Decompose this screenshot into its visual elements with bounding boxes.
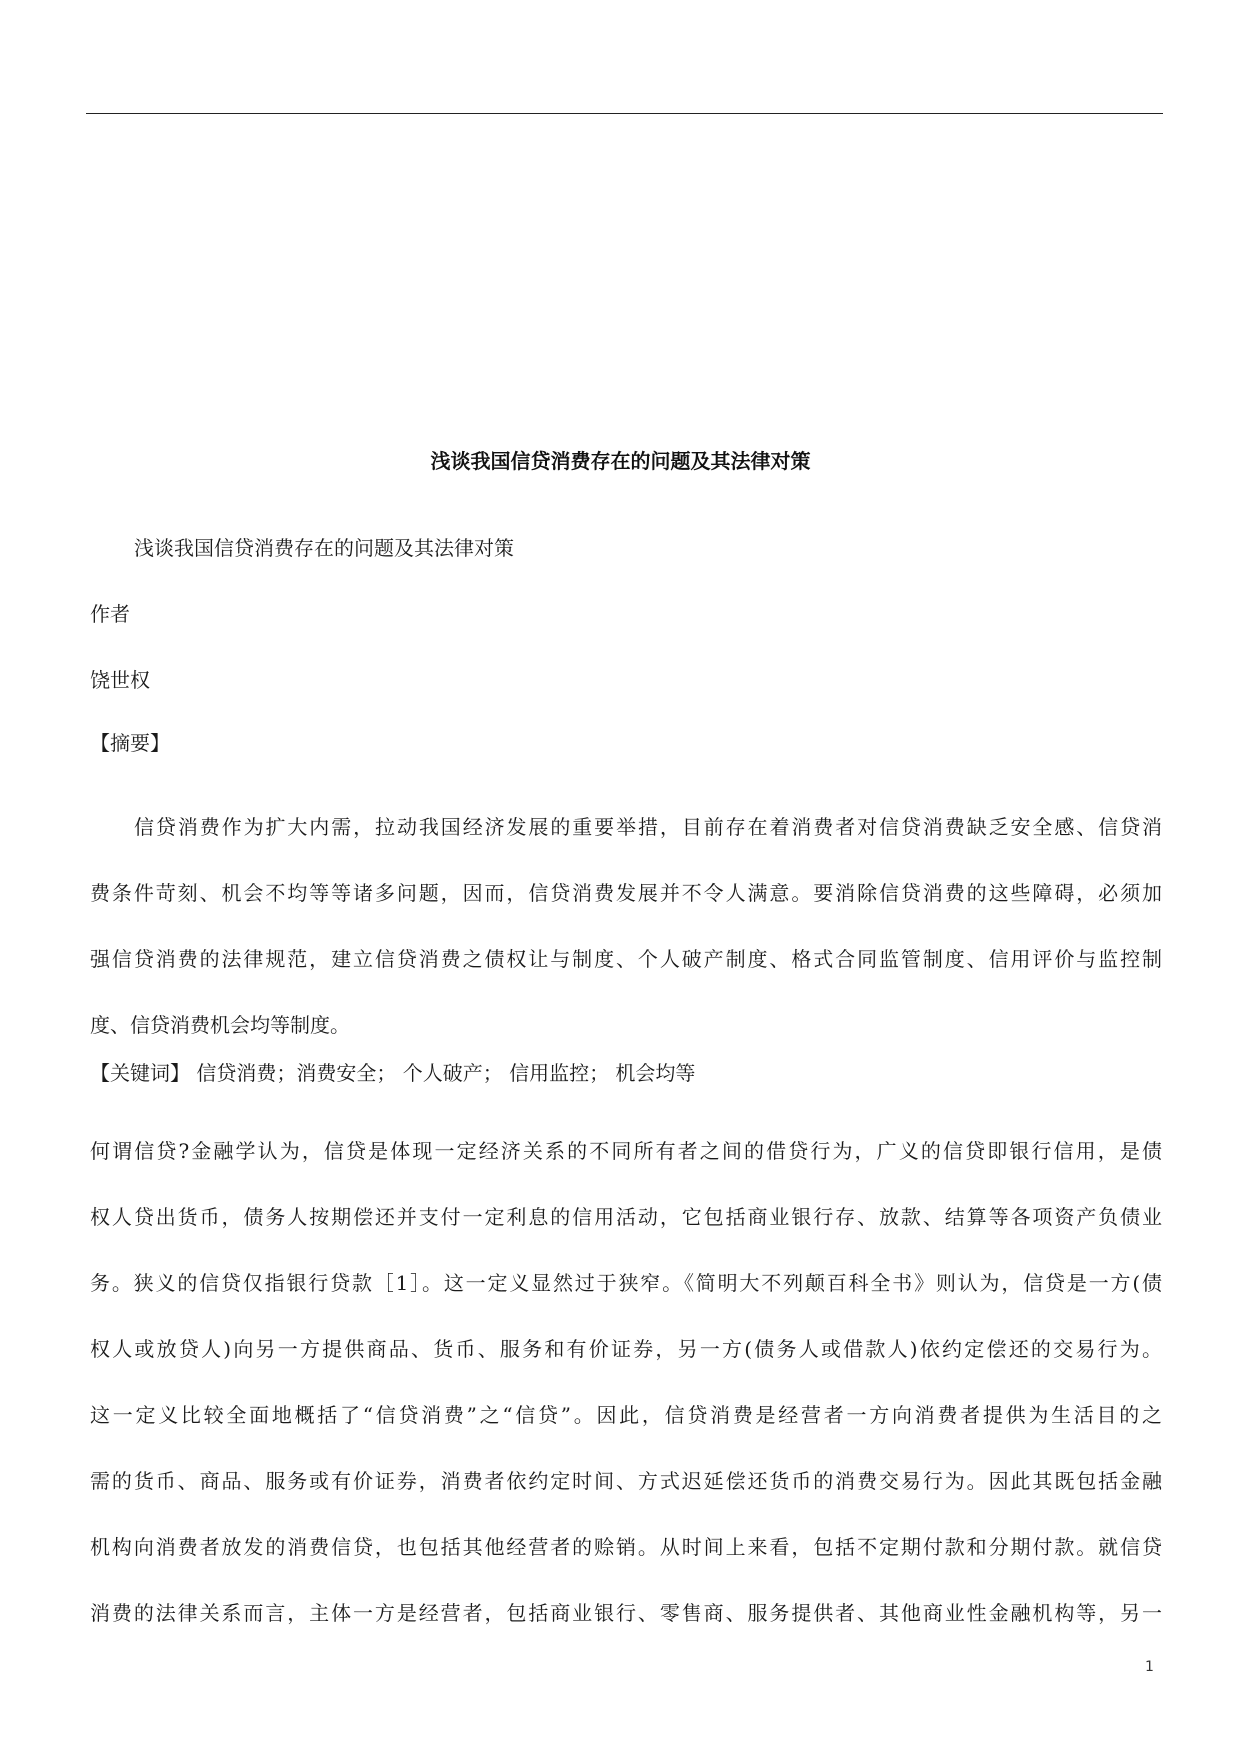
- subtitle-line: 浅谈我国信贷消费存在的问题及其法律对策: [134, 536, 514, 560]
- body-line: 务。狭义的信贷仅指银行贷款［1］。这一定义显然过于狭窄。《简明大不列颠百科全书》则认为，信贷是一方(债: [90, 1271, 1162, 1295]
- abstract-line: 度、信贷消费机会均等制度。: [90, 1013, 350, 1037]
- author-name-text: 饶世权: [90, 668, 150, 692]
- abstract-line: 费条件苛刻、机会不均等等诸多问题，因而，信贷消费发展并不令人满意。要消除信贷消费的这些障碍，必须加: [90, 881, 1162, 905]
- abstract-paragraph: [90, 794, 1162, 1058]
- author-name: [90, 666, 1162, 694]
- body-line: 消费的法律关系而言，主体一方是经营者，包括商业银行、零售商、服务提供者、其他商业性金融机构等，另一: [90, 1601, 1162, 1625]
- abstract-label-text: 【摘要】: [90, 731, 170, 755]
- body-line: 需的货币、商品、服务或有价证券，消费者依约定时间、方式迟延偿还货币的消费交易行为。因此其既包括金融: [90, 1469, 1162, 1493]
- abstract-line: 信贷消费作为扩大内需，拉动我国经济发展的重要举措，目前存在着消费者对信贷消费缺乏安全感、信贷消: [134, 815, 1162, 839]
- document-title: 浅谈我国信贷消费存在的问题及其法律对策: [430, 449, 811, 473]
- keywords: [90, 1059, 1162, 1087]
- author-label: [90, 600, 1162, 628]
- header-rule: [86, 113, 1163, 114]
- document-subtitle: [90, 534, 1162, 562]
- body-paragraph: [90, 1118, 1162, 1646]
- body-line: 这一定义比较全面地概括了“信贷消费”之“信贷”。因此，信贷消费是经营者一方向消费者提供为生活目的之: [90, 1403, 1162, 1427]
- body-line: 权人或放贷人)向另一方提供商品、货币、服务和有价证券，另一方(债务人或借款人)依约定偿还的交易行为。: [90, 1337, 1162, 1361]
- abstract-heading: [90, 729, 1162, 757]
- page-number: 1: [1145, 1659, 1154, 1675]
- body-line: 机构向消费者放发的消费信贷，也包括其他经营者的赊销。从时间上来看，包括不定期付款和分期付款。就信贷: [90, 1535, 1162, 1559]
- author-label-text: 作者: [90, 602, 130, 626]
- body-line: 权人贷出货币，债务人按期偿还并支付一定利息的信用活动，它包括商业银行存、放款、结算等各项资产负债业: [90, 1205, 1162, 1229]
- keywords-line: 【关键词】 信贷消费；消费安全； 个人破产； 信用监控； 机会均等: [90, 1061, 696, 1085]
- abstract-line: 强信贷消费的法律规范，建立信贷消费之债权让与制度、个人破产制度、格式合同监管制度、信用评价与监控制: [90, 947, 1162, 971]
- body-line: 何谓信贷?金融学认为，信贷是体现一定经济关系的不同所有者之间的借贷行为，广义的信贷即银行信用，是债: [90, 1139, 1162, 1163]
